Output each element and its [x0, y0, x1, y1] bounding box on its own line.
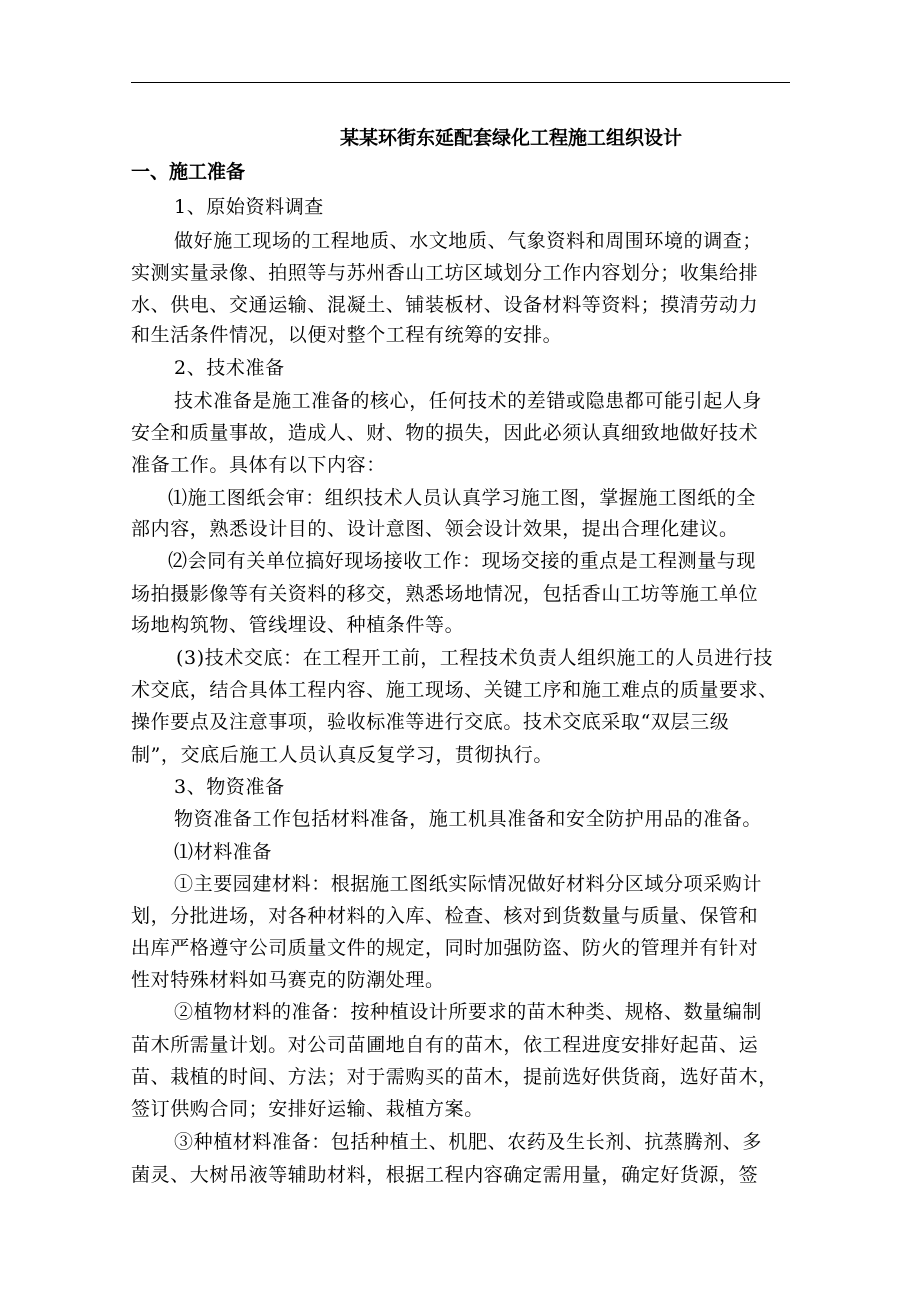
paragraph-line: ⑴施工图纸会审：组织技术人员认真学习施工图，掌握施工图纸的全 — [168, 487, 757, 509]
paragraph-line: ③种植材料准备：包括种植土、机肥、农药及生长剂、抗蒸腾剂、多 — [174, 1131, 763, 1153]
paragraph-line: 物资准备工作包括材料准备，施工机具准备和安全防护用品的准备。 — [174, 808, 763, 830]
paragraph-line: 出库严格遵守公司质量文件的规定，同时加强防盗、防火的管理并有针对 — [131, 937, 759, 959]
paragraph-line: 水、供电、交通运输、混凝土、铺装板材、设备材料等资料；摸清劳动力 — [131, 294, 759, 316]
paragraph-line: 和生活条件情况，以便对整个工程有统筹的安排。 — [131, 324, 563, 346]
paragraph-line: 安全和质量事故，造成人、财、物的损失，因此必须认真细致地做好技术 — [131, 422, 759, 444]
paragraph-line: 操作要点及注意事项，验收标准等进行交底。技术交底采取“双层三级 — [131, 711, 730, 733]
document-title: 某某环街东延配套绿化工程施工组织设计 — [339, 127, 682, 149]
paragraph-line: 菌灵、大树吊液等辅助材料，根据工程内容确定需用量，确定好货源，签 — [131, 1164, 759, 1186]
paragraph-line: 准备工作。具体有以下内容： — [131, 454, 386, 476]
paragraph-line: ①主要园建材料：根据施工图纸实际情况做好材料分区域分项采购计 — [174, 873, 763, 895]
paragraph-line: 场地构筑物、管线埋设、种植条件等。 — [131, 614, 465, 636]
paragraph-line: 术交底，结合具体工程内容、施工现场、关键工序和施工难点的质量要求、 — [131, 679, 778, 701]
paragraph-line: 签订供购合同；安排好运输、栽植方案。 — [131, 1098, 484, 1120]
subheading-2: 2、技术准备 — [174, 357, 285, 379]
paragraph-line: 部内容，熟悉设计目的、设计意图、领会设计效果，提出合理化建议。 — [131, 518, 739, 540]
paragraph-line: 制”，交底后施工人员认真反复学习，贯彻执行。 — [131, 744, 553, 766]
paragraph-line: 苗木所需量计划。对公司苗圃地自有的苗木，依工程进度安排好起苗、运 — [131, 1034, 759, 1056]
header-rule — [131, 82, 790, 83]
paragraph-line: 性对特殊材料如马赛克的防潮处理。 — [131, 969, 445, 991]
subheading-1: 1、原始资料调查 — [174, 196, 324, 218]
paragraph-line: 技术准备是施工准备的核心，任何技术的差错或隐患都可能引起人身 — [174, 390, 763, 412]
paragraph-line: 划，分批进场，对各种材料的入库、检查、核对到货数量与质量、保管和 — [131, 905, 759, 927]
section-heading: 一、施工准备 — [131, 161, 246, 183]
subheading-3: 3、物资准备 — [174, 776, 285, 798]
paragraph-line: 做好施工现场的工程地质、水文地质、气象资料和周围环境的调查； — [174, 230, 763, 252]
paragraph-line: 实测实量录像、拍照等与苏州香山工坊区域划分工作内容划分；收集给排 — [131, 262, 759, 284]
paragraph-line: ②植物材料的准备：按种植设计所要求的苗木种类、规格、数量编制 — [174, 1001, 763, 1023]
paragraph-line: ⑵会同有关单位搞好现场接收工作：现场交接的重点是工程测量与现 — [168, 550, 757, 572]
paragraph-line: (3)技术交底：在工程开工前，工程技术负责人组织施工的人员进行技 — [176, 647, 774, 669]
paragraph-line: 场拍摄影像等有关资料的移交，熟悉场地情况，包括香山工坊等施工单位 — [131, 583, 759, 605]
paragraph-line: ⑴材料准备 — [174, 841, 273, 863]
paragraph-line: 苗、栽植的时间、方法；对于需购买的苗木，提前选好供货商，选好苗木， — [131, 1066, 778, 1088]
